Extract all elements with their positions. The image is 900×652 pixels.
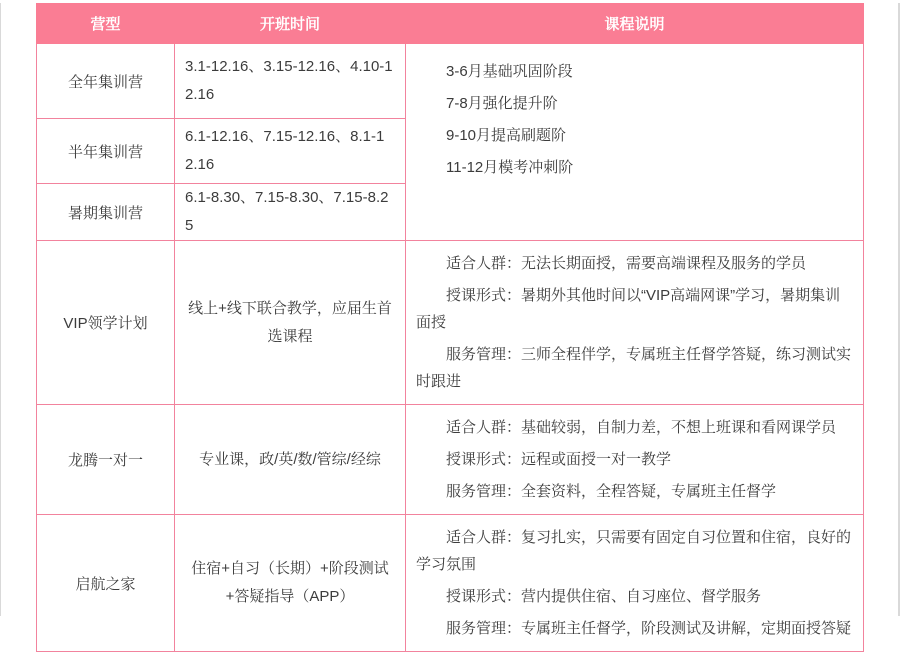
cell-schedule-summer: 6.1-8.30、7.15-8.30、7.15-8.25 (175, 184, 406, 241)
cell-schedule-vip: 线上+线下联合教学，应届生首选课程 (175, 241, 406, 405)
header-cell-schedule: 开班时间 (175, 4, 406, 44)
cell-camp-vip: VIP领学计划 (37, 241, 175, 405)
desc-line-service: 服务管理：全套资料，全程答疑，专属班主任督学 (446, 483, 777, 500)
desc-line-format: 授课形式：远程或面授一对一教学 (446, 451, 672, 468)
phase-line: 3-6月基础巩固阶段 (446, 63, 573, 80)
cell-camp-fullyear: 全年集训营 (37, 44, 175, 119)
cell-description-oneonone (406, 405, 864, 515)
cell-description-merged-phases (406, 44, 864, 241)
cell-camp-summer: 暑期集训营 (37, 184, 175, 241)
header-cell-description: 课程说明 (406, 4, 864, 44)
cell-camp-home: 启航之家 (37, 515, 175, 652)
cell-description-vip (406, 241, 864, 405)
page (0, 3, 900, 637)
cell-camp-oneonone: 龙腾一对一 (37, 405, 175, 515)
table-row (37, 44, 864, 119)
cell-schedule-oneonone: 专业课，政/英/数/管综/经综 (175, 405, 406, 515)
desc-line-service: 服务管理：三师全程伴学，专属班主任督学答疑，练习测试实时跟进 (416, 346, 852, 390)
desc-line-format: 授课形式：营内提供住宿、自习座位、督学服务 (446, 588, 762, 605)
desc-line-audience: 适合人群：复习扎实，只需要有固定自习位置和住宿，良好的学习氛围 (416, 529, 852, 573)
cell-schedule-home: 住宿+自习（长期）+阶段测试+答疑指导（APP） (175, 515, 406, 652)
cell-camp-halfyear: 半年集训营 (37, 119, 175, 184)
desc-line-format: 授课形式：暑期外其他时间以“VIP高端网课”学习，暑期集训面授 (416, 287, 841, 331)
phase-line: 9-10月提高刷题阶 (446, 127, 567, 144)
phase-line: 11-12月模考冲刺阶 (446, 159, 574, 176)
header-cell-camp: 营型 (37, 4, 175, 44)
desc-line-audience: 适合人群：基础较弱，自制力差，不想上班课和看网课学员 (446, 419, 837, 436)
table-row (37, 241, 864, 405)
cell-schedule-fullyear: 3.1-12.16、3.15-12.16、4.10-12.16 (175, 44, 406, 119)
table-row (37, 405, 864, 515)
phase-line: 7-8月强化提升阶 (446, 95, 558, 112)
desc-line-service: 服务管理：专属班主任督学，阶段测试及讲解，定期面授答疑 (446, 620, 852, 637)
table-row (37, 515, 864, 652)
cell-description-home (406, 515, 864, 652)
desc-line-audience: 适合人群：无法长期面授，需要高端课程及服务的学员 (446, 255, 807, 272)
table-header-row (37, 4, 864, 44)
course-schedule-table (36, 3, 864, 652)
cell-schedule-halfyear: 6.1-12.16、7.15-12.16、8.1-12.16 (175, 119, 406, 184)
